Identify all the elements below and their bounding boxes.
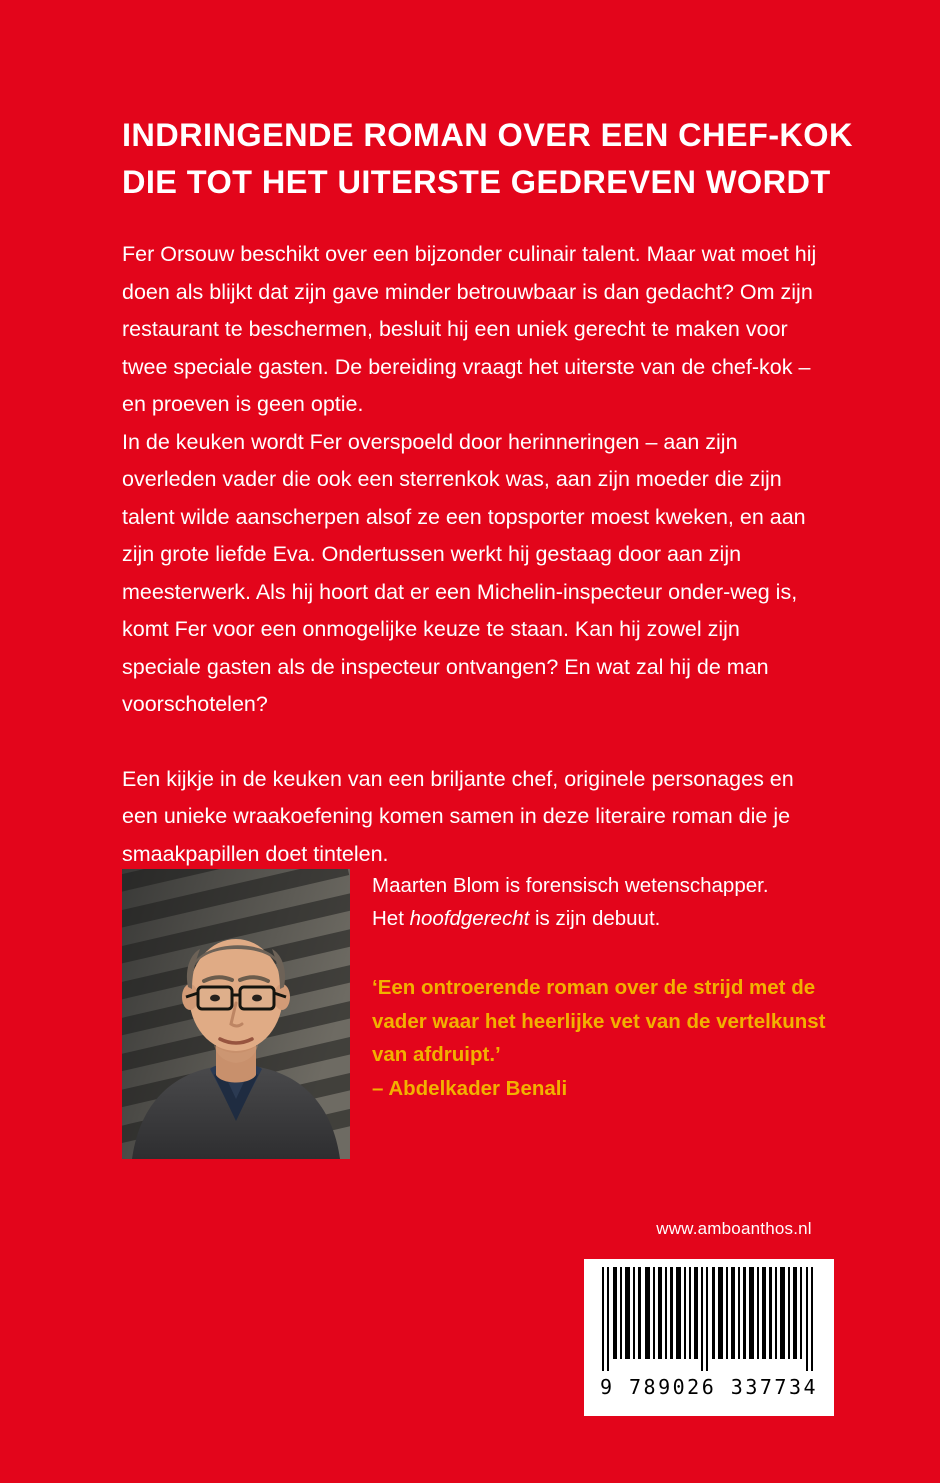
review-quote — [372, 971, 832, 1105]
review-quote-attribution: – Abdelkader Benali — [372, 1076, 568, 1100]
blurb-paragraph-1: Fer Orsouw beschikt over een bijzonder culinair talent. Maar wat moet hij doen als blijkt dat zijn gave minder betrouwbaar is dan gedacht? Om zijn restaurant te beschermen, besluit hij een uniek gerecht te maken voor twee speciale gasten. De bereiding vraagt het uiterste van de chef-kok – en proeven is geen optie. — [122, 242, 817, 416]
author-bio-suffix: is zijn debuut. — [529, 907, 661, 930]
author-portrait-image — [122, 869, 350, 1159]
isbn-barcode — [584, 1259, 834, 1416]
blurb-paragraph-3: Een kijkje in de keuken van een briljante chef, originele personages en een unieke wraakoefening komen samen in deze literaire roman die je smaakpapillen doet tintelen. — [122, 766, 794, 866]
author-bio — [372, 869, 824, 935]
review-quote-text: ‘Een ontroerende roman over de strijd met de vader waar het heerlijke vet van de vertelkunst van afdruipt.’ — [372, 976, 826, 1066]
author-bio-line-2 — [372, 902, 824, 935]
isbn-number: 9 789026 337734 — [599, 1375, 819, 1399]
book-title-italic: hoofdgerecht — [409, 907, 530, 930]
blurb-paragraph-2: In de keuken wordt Fer overspoeld door herinneringen – aan zijn overleden vader die ook een sterrenkok was, aan zijn moeder die zijn talent wilde aanscherpen alsof ze een topsporter moest kweken, en aan zijn grote liefde Eva. Ondertussen werkt hij gestaag door aan zijn meesterwerk. Als hij hoort dat er een Michelin-inspecteur onder-weg is, komt Fer voor een onmogelijke keuze te staan. Kan hij zowel zijn speciale gasten als de inspecteur ontvangen? En wat zal hij de man voorschotelen? — [122, 429, 806, 716]
page-title — [122, 112, 853, 206]
headline-line-2: DIE TOT HET UITERSTE GEDREVEN WORDT — [122, 164, 831, 200]
publisher-url[interactable]: www.amboanthos.nl — [656, 1219, 812, 1238]
author-bio-prefix: Het — [372, 907, 410, 930]
barcode-bars — [598, 1267, 820, 1371]
headline-line-1: INDRINGENDE ROMAN OVER EEN CHEF-KOK — [122, 117, 853, 153]
author-portrait-photo — [122, 869, 350, 1159]
author-bio-line-1: Maarten Blom is forensisch wetenschapper. — [372, 874, 769, 897]
blurb-text — [122, 236, 822, 873]
